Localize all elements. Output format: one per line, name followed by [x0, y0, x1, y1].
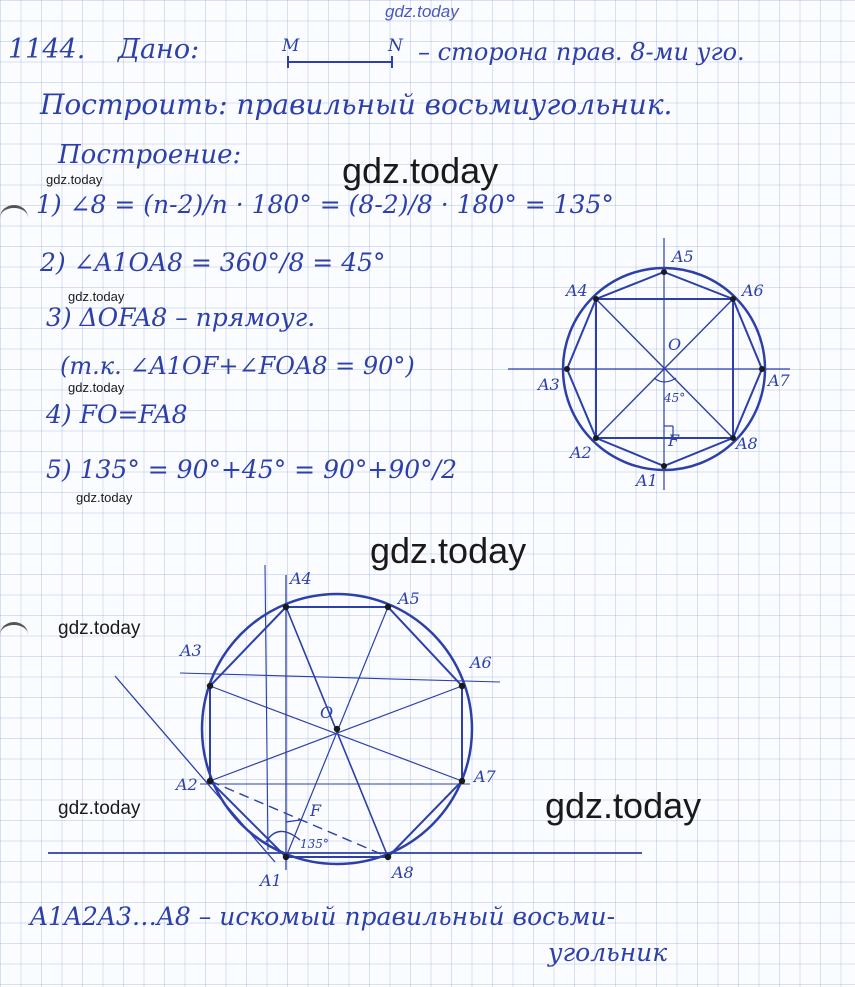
watermark-big: gdz.today: [370, 530, 527, 571]
label-o: O: [668, 335, 682, 354]
label-a5: A5: [672, 247, 694, 266]
watermark-top: gdz.today: [385, 2, 459, 21]
label-135: 135°: [300, 837, 329, 851]
given-label: Дано:: [118, 34, 200, 65]
step-1: 1) ∠8 = (n-2)/n · 180° = (8-2)/8 · 180° = 135°: [36, 190, 614, 219]
label-a5: A5: [398, 589, 420, 608]
watermark-small: gdz.today: [46, 172, 103, 187]
watermark-small: gdz.today: [68, 380, 125, 395]
watermark-small: gdz.today: [68, 289, 125, 304]
conclusion-line-1: A1A2A3…A8 – искомый правильный восьми-: [30, 902, 616, 931]
segment-label-m: M: [282, 36, 300, 56]
label-a4: A4: [566, 281, 588, 300]
label-f: F: [310, 801, 322, 820]
watermark-small: gdz.today: [76, 490, 133, 505]
step-5: 5) 135° = 90°+45° = 90°+90°/2: [46, 455, 457, 484]
watermark-big: gdz.today: [342, 150, 499, 191]
watermark-mid: gdz.today: [58, 798, 141, 819]
big-octagon-figure: [48, 565, 642, 870]
big-figure-points: [207, 604, 465, 860]
step-4: 4) FO=FA8: [46, 400, 188, 429]
watermark-mid: gdz.today: [58, 618, 141, 639]
label-a4: A4: [290, 569, 312, 588]
label-o: O: [320, 703, 334, 722]
segment-label-n: N: [388, 36, 403, 56]
step-3-reason: (т.к. ∠A1OF+∠FOA8 = 90°): [60, 352, 415, 380]
label-a7: A7: [474, 767, 496, 786]
label-a2: A2: [570, 443, 592, 462]
label-f: F: [668, 431, 680, 450]
label-a3: A3: [180, 641, 202, 660]
step-2: 2) ∠A1OA8 = 360°/8 = 45°: [40, 248, 386, 277]
label-45: 45°: [664, 391, 686, 405]
label-a6: A6: [742, 281, 764, 300]
construction-heading: Построение:: [58, 140, 242, 170]
step-3: 3) ΔOFA8 – прямоуг.: [46, 303, 316, 332]
given-segment: [288, 56, 392, 68]
label-a8: A8: [392, 863, 414, 882]
label-a3: A3: [538, 375, 560, 394]
label-a8: A8: [736, 434, 758, 453]
task-number: 1144.: [8, 34, 86, 65]
label-a7: A7: [768, 371, 790, 390]
build-task: Построить: правильный восьмиугольник.: [40, 88, 673, 121]
watermark-big: gdz.today: [545, 785, 702, 826]
given-text: – сторона прав. 8-ми уго.: [418, 38, 745, 66]
label-a2: A2: [176, 775, 198, 794]
label-a1: A1: [260, 871, 282, 890]
label-a1: A1: [636, 471, 658, 490]
conclusion-line-2: угольник: [548, 938, 668, 967]
label-a6: A6: [470, 653, 492, 672]
